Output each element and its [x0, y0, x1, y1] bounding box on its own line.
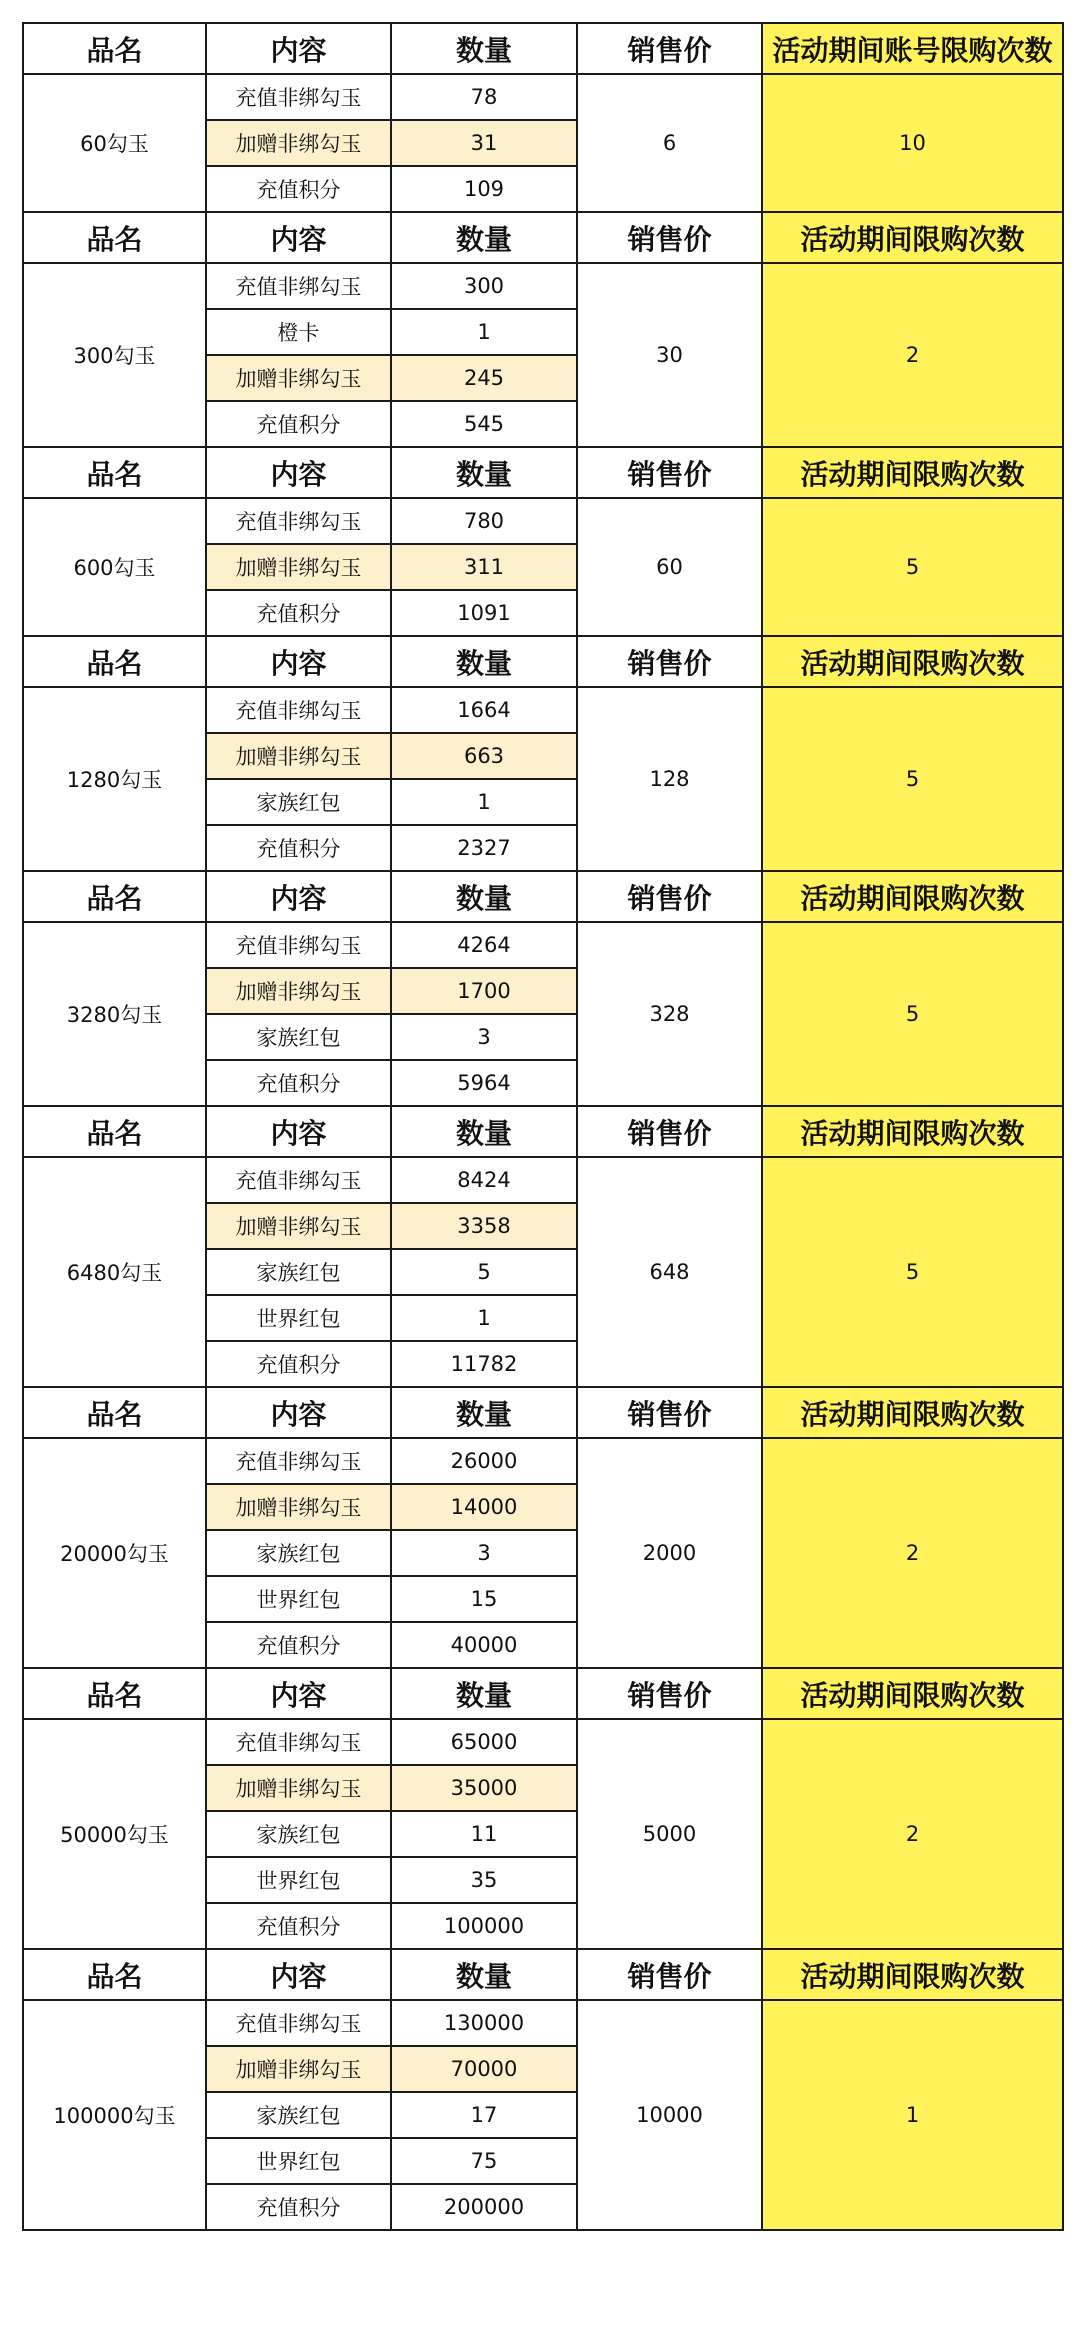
- item-content: 充值非绑勾玉: [206, 1157, 391, 1203]
- item-quantity: 35000: [391, 1765, 577, 1811]
- package-table: [22, 211, 1064, 448]
- item-quantity: 2327: [391, 825, 577, 871]
- package-price: 128: [577, 687, 762, 871]
- purchase-limit: 2: [762, 263, 1063, 447]
- recharge-package-sheet: [22, 22, 1062, 2231]
- table-row: [23, 498, 1063, 544]
- item-content: 充值非绑勾玉: [206, 687, 391, 733]
- item-quantity: 780: [391, 498, 577, 544]
- item-quantity: 70000: [391, 2046, 577, 2092]
- item-content: 加赠非绑勾玉: [206, 733, 391, 779]
- header-price: 销售价: [577, 871, 762, 922]
- purchase-limit: 2: [762, 1719, 1063, 1949]
- header-limit: 活动期间限购次数: [762, 1949, 1063, 2000]
- header-limit: 活动期间限购次数: [762, 1106, 1063, 1157]
- header-price: 销售价: [577, 1949, 762, 2000]
- package-name: 60勾玉: [23, 74, 206, 212]
- header-price: 销售价: [577, 23, 762, 74]
- item-quantity: 35: [391, 1857, 577, 1903]
- header-quantity: 数量: [391, 636, 577, 687]
- item-quantity: 14000: [391, 1484, 577, 1530]
- package-name: 300勾玉: [23, 263, 206, 447]
- item-content: 充值非绑勾玉: [206, 1719, 391, 1765]
- item-content: 充值非绑勾玉: [206, 74, 391, 120]
- package-header-row: [23, 636, 1063, 687]
- item-content: 加赠非绑勾玉: [206, 968, 391, 1014]
- header-limit: 活动期间限购次数: [762, 212, 1063, 263]
- package-table: [22, 446, 1064, 637]
- item-quantity: 200000: [391, 2184, 577, 2230]
- table-row: [23, 1157, 1063, 1203]
- item-content: 充值积分: [206, 1903, 391, 1949]
- item-content: 充值非绑勾玉: [206, 1438, 391, 1484]
- header-limit: 活动期间限购次数: [762, 636, 1063, 687]
- header-price: 销售价: [577, 1387, 762, 1438]
- package-table: [22, 22, 1064, 213]
- header-limit: 活动期间限购次数: [762, 1387, 1063, 1438]
- item-content: 充值积分: [206, 590, 391, 636]
- table-row: [23, 263, 1063, 309]
- package-table: [22, 1386, 1064, 1669]
- header-name: 品名: [23, 1106, 206, 1157]
- item-content: 充值积分: [206, 401, 391, 447]
- package-name: 600勾玉: [23, 498, 206, 636]
- header-price: 销售价: [577, 1668, 762, 1719]
- table-row: [23, 74, 1063, 120]
- item-quantity: 65000: [391, 1719, 577, 1765]
- header-limit: 活动期间账号限购次数: [762, 23, 1063, 74]
- item-quantity: 130000: [391, 2000, 577, 2046]
- purchase-limit: 1: [762, 2000, 1063, 2230]
- item-content: 家族红包: [206, 779, 391, 825]
- package-table: [22, 1105, 1064, 1388]
- header-quantity: 数量: [391, 1668, 577, 1719]
- header-name: 品名: [23, 1387, 206, 1438]
- package-header-row: [23, 212, 1063, 263]
- table-row: [23, 2000, 1063, 2046]
- item-content: 充值积分: [206, 1341, 391, 1387]
- package-table: [22, 635, 1064, 872]
- purchase-limit: 10: [762, 74, 1063, 212]
- header-limit: 活动期间限购次数: [762, 1668, 1063, 1719]
- header-quantity: 数量: [391, 1106, 577, 1157]
- package-name: 100000勾玉: [23, 2000, 206, 2230]
- table-row: [23, 922, 1063, 968]
- package-name: 3280勾玉: [23, 922, 206, 1106]
- purchase-limit: 5: [762, 687, 1063, 871]
- item-quantity: 15: [391, 1576, 577, 1622]
- purchase-limit: 5: [762, 498, 1063, 636]
- header-content: 内容: [206, 447, 391, 498]
- item-content: 家族红包: [206, 2092, 391, 2138]
- header-quantity: 数量: [391, 23, 577, 74]
- item-quantity: 40000: [391, 1622, 577, 1668]
- header-content: 内容: [206, 1106, 391, 1157]
- header-content: 内容: [206, 636, 391, 687]
- header-content: 内容: [206, 871, 391, 922]
- header-content: 内容: [206, 212, 391, 263]
- header-name: 品名: [23, 1949, 206, 2000]
- item-content: 世界红包: [206, 1857, 391, 1903]
- item-content: 家族红包: [206, 1014, 391, 1060]
- item-content: 世界红包: [206, 2138, 391, 2184]
- item-content: 充值非绑勾玉: [206, 498, 391, 544]
- item-content: 充值非绑勾玉: [206, 922, 391, 968]
- item-quantity: 78: [391, 74, 577, 120]
- purchase-limit: 2: [762, 1438, 1063, 1668]
- package-name: 50000勾玉: [23, 1719, 206, 1949]
- item-quantity: 3: [391, 1530, 577, 1576]
- header-quantity: 数量: [391, 1949, 577, 2000]
- package-header-row: [23, 1949, 1063, 2000]
- item-quantity: 1700: [391, 968, 577, 1014]
- header-name: 品名: [23, 212, 206, 263]
- item-content: 世界红包: [206, 1576, 391, 1622]
- package-name: 1280勾玉: [23, 687, 206, 871]
- header-limit: 活动期间限购次数: [762, 871, 1063, 922]
- item-quantity: 1: [391, 309, 577, 355]
- item-quantity: 545: [391, 401, 577, 447]
- item-content: 充值非绑勾玉: [206, 263, 391, 309]
- package-header-row: [23, 1668, 1063, 1719]
- package-header-row: [23, 871, 1063, 922]
- table-row: [23, 687, 1063, 733]
- package-price: 60: [577, 498, 762, 636]
- item-content: 家族红包: [206, 1811, 391, 1857]
- item-quantity: 311: [391, 544, 577, 590]
- header-name: 品名: [23, 447, 206, 498]
- package-header-row: [23, 1106, 1063, 1157]
- package-header-row: [23, 23, 1063, 74]
- header-name: 品名: [23, 23, 206, 74]
- item-quantity: 17: [391, 2092, 577, 2138]
- item-content: 加赠非绑勾玉: [206, 1484, 391, 1530]
- item-quantity: 75: [391, 2138, 577, 2184]
- package-header-row: [23, 447, 1063, 498]
- item-content: 充值积分: [206, 825, 391, 871]
- item-quantity: 100000: [391, 1903, 577, 1949]
- item-quantity: 1664: [391, 687, 577, 733]
- header-quantity: 数量: [391, 871, 577, 922]
- table-row: [23, 1719, 1063, 1765]
- package-price: 2000: [577, 1438, 762, 1668]
- item-content: 橙卡: [206, 309, 391, 355]
- package-price: 5000: [577, 1719, 762, 1949]
- package-table: [22, 1667, 1064, 1950]
- package-table: [22, 1948, 1064, 2231]
- item-quantity: 11782: [391, 1341, 577, 1387]
- item-content: 充值积分: [206, 1622, 391, 1668]
- item-quantity: 5: [391, 1249, 577, 1295]
- header-price: 销售价: [577, 1106, 762, 1157]
- package-table: [22, 870, 1064, 1107]
- item-quantity: 300: [391, 263, 577, 309]
- item-content: 加赠非绑勾玉: [206, 355, 391, 401]
- header-name: 品名: [23, 871, 206, 922]
- item-quantity: 31: [391, 120, 577, 166]
- header-quantity: 数量: [391, 1387, 577, 1438]
- item-quantity: 5964: [391, 1060, 577, 1106]
- item-quantity: 245: [391, 355, 577, 401]
- item-quantity: 663: [391, 733, 577, 779]
- item-content: 世界红包: [206, 1295, 391, 1341]
- item-content: 加赠非绑勾玉: [206, 544, 391, 590]
- item-content: 充值积分: [206, 166, 391, 212]
- package-name: 20000勾玉: [23, 1438, 206, 1668]
- header-content: 内容: [206, 1949, 391, 2000]
- item-quantity: 1: [391, 1295, 577, 1341]
- purchase-limit: 5: [762, 922, 1063, 1106]
- item-content: 充值积分: [206, 1060, 391, 1106]
- item-content: 充值非绑勾玉: [206, 2000, 391, 2046]
- header-content: 内容: [206, 1387, 391, 1438]
- item-content: 家族红包: [206, 1249, 391, 1295]
- item-content: 加赠非绑勾玉: [206, 1765, 391, 1811]
- item-content: 加赠非绑勾玉: [206, 120, 391, 166]
- item-quantity: 26000: [391, 1438, 577, 1484]
- header-name: 品名: [23, 636, 206, 687]
- item-content: 家族红包: [206, 1530, 391, 1576]
- item-quantity: 11: [391, 1811, 577, 1857]
- header-quantity: 数量: [391, 447, 577, 498]
- item-content: 加赠非绑勾玉: [206, 1203, 391, 1249]
- header-price: 销售价: [577, 636, 762, 687]
- header-price: 销售价: [577, 447, 762, 498]
- header-quantity: 数量: [391, 212, 577, 263]
- item-content: 加赠非绑勾玉: [206, 2046, 391, 2092]
- package-price: 648: [577, 1157, 762, 1387]
- item-quantity: 1: [391, 779, 577, 825]
- package-price: 328: [577, 922, 762, 1106]
- header-limit: 活动期间限购次数: [762, 447, 1063, 498]
- package-price: 30: [577, 263, 762, 447]
- purchase-limit: 5: [762, 1157, 1063, 1387]
- header-price: 销售价: [577, 212, 762, 263]
- header-content: 内容: [206, 1668, 391, 1719]
- item-quantity: 3: [391, 1014, 577, 1060]
- header-name: 品名: [23, 1668, 206, 1719]
- table-row: [23, 1438, 1063, 1484]
- package-header-row: [23, 1387, 1063, 1438]
- item-content: 充值积分: [206, 2184, 391, 2230]
- package-name: 6480勾玉: [23, 1157, 206, 1387]
- item-quantity: 3358: [391, 1203, 577, 1249]
- item-quantity: 8424: [391, 1157, 577, 1203]
- item-quantity: 1091: [391, 590, 577, 636]
- package-price: 10000: [577, 2000, 762, 2230]
- item-quantity: 4264: [391, 922, 577, 968]
- package-price: 6: [577, 74, 762, 212]
- item-quantity: 109: [391, 166, 577, 212]
- header-content: 内容: [206, 23, 391, 74]
